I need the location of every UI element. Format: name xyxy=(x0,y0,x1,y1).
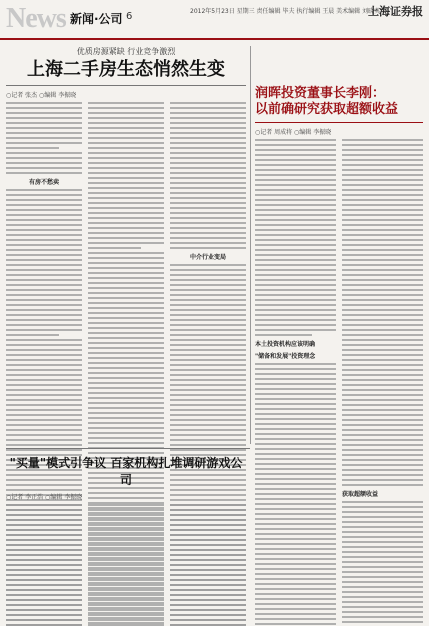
section-logo: News xyxy=(6,3,66,34)
article-byline: ○记者 李正浩 ○编辑 李振晓 xyxy=(6,494,83,501)
article-kicker: 优质房源紧缺 行业竞争激烈 xyxy=(76,47,176,56)
article-subhead: 本土投资机构应该明确 xyxy=(255,341,316,348)
article-body xyxy=(6,504,246,626)
article-subhead: 有房不愁卖 xyxy=(28,179,59,186)
article-housing xyxy=(6,46,246,446)
article-subhead: 中介行业变局 xyxy=(189,254,226,261)
article-headline: "买量"模式引争议 百家机构扎堆调研游戏公司 xyxy=(9,456,243,487)
body-column xyxy=(170,504,246,626)
article-subhead: "储备和发展"投资理念 xyxy=(255,353,316,360)
divider xyxy=(6,85,246,86)
article-headline: 润晖投资董事长李刚： xyxy=(255,86,386,101)
article-body xyxy=(255,139,423,626)
article-investment xyxy=(255,46,423,620)
column-divider xyxy=(250,46,251,444)
body-column xyxy=(255,139,336,626)
article-byline: ○记者 周成将 ○编辑 李振晓 xyxy=(255,129,332,136)
article-headline-2: 以前确研究获取超额收益 xyxy=(255,102,399,117)
date-line: 2012年5月23日 星期三 责任编辑 毕夫 执行编辑 王晨 美术编辑 刘晓英 xyxy=(190,8,381,15)
section-divider xyxy=(6,448,250,449)
article-byline: ○记者 张杰 ○编辑 李振晓 xyxy=(6,92,77,99)
body-column xyxy=(88,504,164,626)
header-space xyxy=(255,46,423,86)
section-title: 新闻·公司 xyxy=(70,12,123,26)
body-column xyxy=(6,504,82,626)
article-subhead: 获取超额收益 xyxy=(342,491,379,498)
article-headline: 上海二手房生态悄然生变 xyxy=(27,59,225,80)
article-gaming xyxy=(6,452,246,620)
paper-name: 上海证券报 xyxy=(368,5,423,18)
masthead xyxy=(0,0,429,40)
body-column xyxy=(342,139,423,626)
divider xyxy=(255,122,423,123)
page-number: 6 xyxy=(126,11,133,22)
